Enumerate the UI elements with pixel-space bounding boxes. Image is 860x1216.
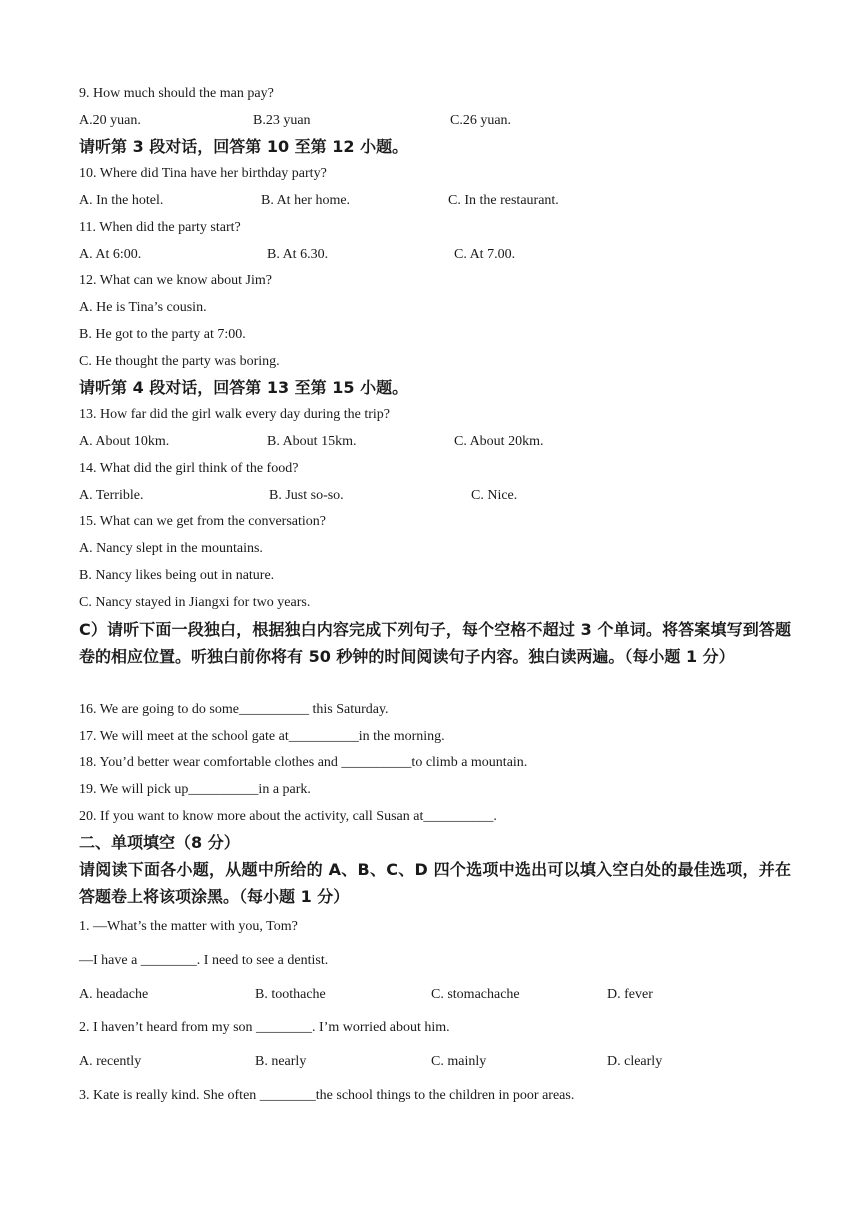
option-c: C. mainly (431, 1054, 487, 1069)
question-10-stem: 10. Where did Tina have her birthday party? (79, 166, 327, 181)
option-a: A. About 10km. (79, 434, 170, 449)
option-d: D. clearly (607, 1054, 663, 1069)
option-a: A.20 yuan. (79, 113, 141, 128)
question-15-option-c: C. Nancy stayed in Jiangxi for two years. (79, 595, 311, 610)
option-a: A. At 6:00. (79, 247, 142, 262)
option-b: B. At 6.30. (267, 247, 329, 262)
fill-sentence-18: 18. You’d better wear comfortable clothes and __________to climb a mountain. (79, 755, 528, 770)
option-a: A. headache (79, 987, 149, 1002)
fill-sentence-19: 19. We will pick up__________in a park. (79, 782, 311, 797)
question-15-option-a: A. Nancy slept in the mountains. (79, 541, 263, 556)
option-a: A. Terrible. (79, 488, 144, 503)
option-b: B. At her home. (261, 193, 351, 208)
fill-sentence-17: 17. We will meet at the school gate at__________in the morning. (79, 729, 445, 744)
question-11-stem: 11. When did the party start? (79, 220, 241, 235)
question-15-option-b: B. Nancy likes being out in nature. (79, 568, 275, 583)
option-c: C. At 7.00. (454, 247, 516, 262)
part-2-title: 二、单项填空（8 分） (79, 833, 240, 852)
fill-sentence-20: 20. If you want to know more about the activity, call Susan at__________. (79, 809, 497, 824)
question-15-stem: 15. What can we get from the conversation? (79, 514, 326, 529)
question-12-stem: 12. What can we know about Jim? (79, 273, 272, 288)
fill-sentence-16: 16. We are going to do some__________ this Saturday. (79, 702, 389, 717)
question-14-stem: 14. What did the girl think of the food? (79, 461, 299, 476)
option-b: B. Just so-so. (269, 488, 344, 503)
section-4-heading: 请听第 4 段对话，回答第 13 至第 15 小题。 (79, 378, 409, 397)
question-12-option-b: B. He got to the party at 7:00. (79, 327, 246, 342)
option-b: B. nearly (255, 1054, 307, 1069)
mc-question-3-stem: 3. Kate is really kind. She often ________the school things to the children in poor areas. (79, 1088, 575, 1103)
option-b: B.23 yuan (253, 113, 311, 128)
question-12-option-c: C. He thought the party was boring. (79, 354, 280, 369)
part-2-instructions: 请阅读下面各小题，从题中所给的 A、B、C、D 四个选项中选出可以填入空白处的最佳选项，并在答题卷上将该项涂黑。（每小题 1 分） (79, 860, 791, 906)
option-c: C. stomachache (431, 987, 520, 1002)
option-b: B. About 15km. (267, 434, 357, 449)
mc-question-2-stem: 2. I haven’t heard from my son ________. I’m worried about him. (79, 1020, 450, 1035)
option-c: C.26 yuan. (450, 113, 512, 128)
option-c: C. In the restaurant. (448, 193, 559, 208)
option-c: C. Nice. (471, 488, 518, 503)
mc-question-1-stem: 1. —What’s the matter with you, Tom? (79, 919, 298, 934)
mc-question-1-reply: —I have a ________. I need to see a dentist. (79, 953, 329, 968)
question-12-option-a: A. He is Tina’s cousin. (79, 300, 207, 315)
option-d: D. fever (607, 987, 653, 1002)
question-9-stem: 9. How much should the man pay? (79, 86, 274, 101)
option-b: B. toothache (255, 987, 326, 1002)
option-a: A. recently (79, 1054, 142, 1069)
option-a: A. In the hotel. (79, 193, 164, 208)
option-c: C. About 20km. (454, 434, 544, 449)
part-c-instructions: C）请听下面一段独白，根据独白内容完成下列句子，每个空格不超过 3 个单词。将答案填写到答题卷的相应位置。听独白前你将有 50 秒钟的时间阅读句子内容。独白读两遍。（每小题 1 分） (79, 620, 791, 666)
question-13-stem: 13. How far did the girl walk every day during the trip? (79, 407, 391, 422)
section-3-heading: 请听第 3 段对话，回答第 10 至第 12 小题。 (79, 137, 409, 156)
